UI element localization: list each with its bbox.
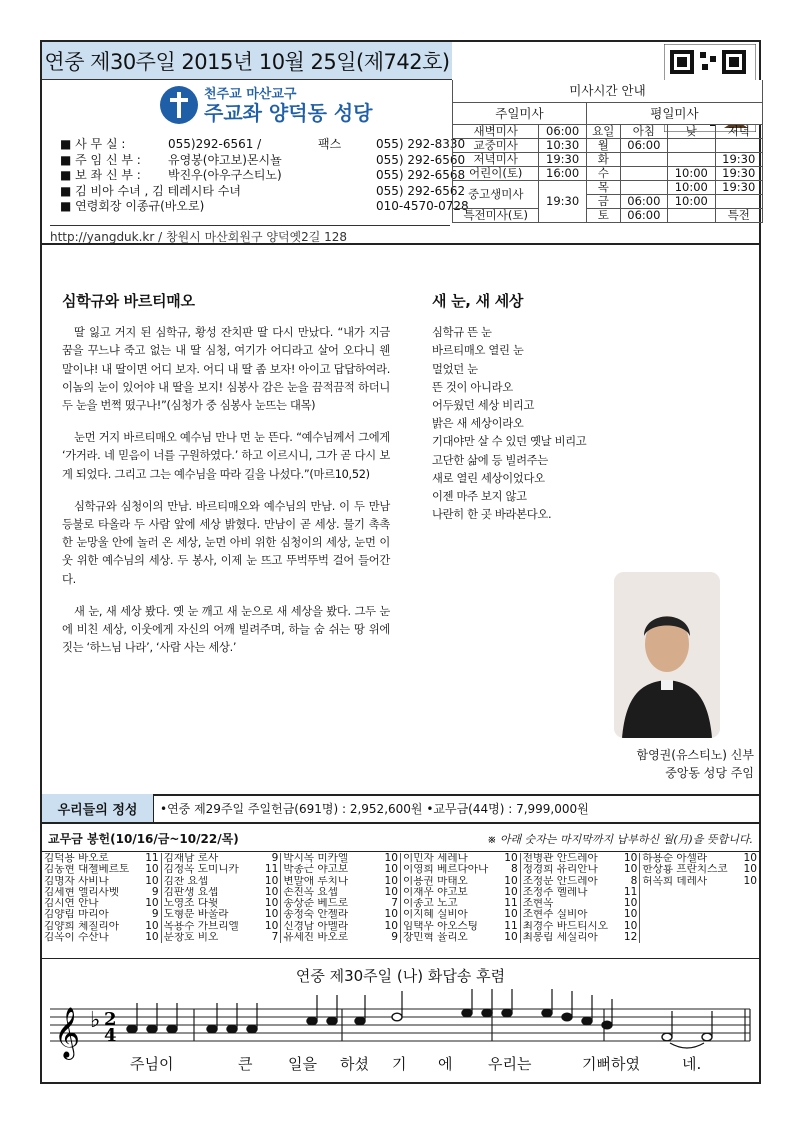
- dues-entry: [42, 898, 161, 909]
- dues-member: 신경남 아멜라: [283, 920, 349, 932]
- dues-member: 이영희 베르다아나: [403, 864, 489, 876]
- dues-entry: [42, 887, 161, 898]
- weekday-time: 06:00: [620, 138, 667, 152]
- sunday-mass-header: 주일미사: [453, 102, 587, 124]
- dues-member: 조정주 헬레나: [522, 886, 588, 898]
- poem-line: 나란히 한 곳 바라본다오.: [432, 508, 552, 522]
- weekday-time: 19:30: [715, 166, 762, 180]
- dues-entry: [401, 898, 520, 909]
- dues-month: 11: [623, 886, 638, 898]
- dues-member: 이용권 마태오: [403, 875, 468, 887]
- music-note: [247, 1025, 257, 1033]
- mass-schedule: [452, 80, 763, 223]
- dues-member: 손진옥 요셉: [283, 886, 338, 898]
- music-note: [307, 1017, 317, 1025]
- dues-entry: [42, 932, 161, 943]
- offering-bar: [42, 794, 759, 824]
- dues-month: 10: [623, 853, 638, 864]
- weekday-time: 10:00: [668, 180, 715, 194]
- dues-member: 조현옥: [522, 898, 554, 910]
- dues-entry: [401, 932, 520, 943]
- dues-entry: [401, 864, 520, 875]
- dues-month: 10: [623, 898, 638, 910]
- music-note: [147, 1025, 157, 1033]
- dues-entry: [521, 853, 640, 864]
- dues-entry: [521, 864, 640, 875]
- tie-icon: [670, 1043, 704, 1048]
- dues-member: 장민혁 율리오: [403, 932, 468, 944]
- weekday: 목: [586, 180, 620, 194]
- author-role: 중앙동 성당 주임: [665, 766, 754, 780]
- dues-entry: [640, 864, 759, 875]
- mass-name: 특전미사(토): [453, 208, 539, 222]
- bulletin-title: 연중 제30주일 2015년 10월 25일(제742호): [42, 42, 452, 80]
- weekday-time: 10:00: [668, 194, 715, 208]
- time-signature-top: 2: [104, 1009, 117, 1030]
- lyric-word: 기뻐하였: [582, 1055, 640, 1073]
- dues-month: 10: [264, 875, 279, 887]
- dues-member: 도형분 바울라: [163, 909, 229, 921]
- dues-month: 11: [145, 853, 159, 864]
- dues-month: 10: [384, 920, 399, 932]
- lyric-word: 주님이: [130, 1055, 174, 1073]
- dues-member: 조현주 실비아: [522, 909, 588, 921]
- contact-list: [60, 137, 469, 215]
- dues-member: 김재남 로사: [163, 853, 219, 864]
- contact-row: [60, 153, 469, 169]
- dues-entry: [640, 909, 759, 920]
- dues-column: [281, 853, 401, 943]
- header-divider: [42, 243, 759, 245]
- dues-entry: [521, 921, 640, 932]
- mass-schedule-title: 미사시간 안내: [453, 80, 763, 102]
- article-poem: [432, 292, 732, 524]
- poem-line: 기대야만 살 수 있던 옛날 비리고: [432, 435, 587, 449]
- contact-label: ■ 김 비아 수녀 , 김 테레시타 수녀: [60, 183, 241, 198]
- psalm-title: 연중 제30주일 (나) 화답송 후렴: [295, 967, 506, 985]
- contact-phone: 055) 292-6568: [376, 168, 466, 183]
- dues-entry: [162, 932, 281, 943]
- music-note: [327, 1017, 337, 1025]
- parish-address[interactable]: http://yangduk.kr / 창원시 마산회원구 양덕옛2길 128: [50, 225, 450, 245]
- poem-line: 새로 열린 세상이었다오: [432, 471, 545, 485]
- mass-time: 19:30: [539, 180, 586, 222]
- mass-name: 중고생미사: [453, 180, 539, 208]
- dues-month: 10: [384, 909, 399, 921]
- dues-month: 11: [264, 864, 279, 876]
- dues-month: 10: [743, 875, 758, 887]
- mass-name: 어린이(토): [453, 166, 539, 180]
- contact-label: ■ 사 무 실 :: [60, 137, 126, 151]
- dues-month: 10: [743, 864, 758, 876]
- dues-member: 이종고 노고: [403, 898, 458, 910]
- poem-line: 고단한 삶에 등 빌려주는: [432, 453, 549, 467]
- dues-entry: [521, 932, 640, 943]
- poem-line: 멀었던 눈: [432, 362, 478, 376]
- dues-month: 11: [504, 920, 518, 932]
- weekday-time: [715, 194, 762, 208]
- music-note: [392, 1013, 402, 1021]
- fax-value: 055) 292-8330: [376, 137, 466, 151]
- lyric-word: 기: [392, 1055, 407, 1073]
- dues-entry: [42, 864, 161, 875]
- dues-member: 변말애 루치나: [283, 875, 349, 887]
- dues-entry: [281, 864, 400, 875]
- lyric-word: 일을: [288, 1055, 317, 1073]
- dues-month: 8: [510, 864, 518, 876]
- dues-month: 9: [391, 932, 399, 944]
- dues-month: 10: [264, 909, 279, 921]
- dues-month: 7: [271, 932, 279, 944]
- dues-entry: [640, 898, 759, 909]
- weekday-time: 19:30: [715, 152, 762, 166]
- dues-month: 10: [384, 875, 399, 887]
- weekday-time: [620, 180, 667, 194]
- time-signature-bottom: 4: [104, 1025, 117, 1046]
- dues-member: 김덕용 바오로: [44, 853, 109, 864]
- weekday-time: [620, 152, 667, 166]
- dues-month: 10: [145, 898, 159, 910]
- weekday: 토: [586, 208, 620, 222]
- dues-month: 10: [623, 864, 638, 876]
- dues-entry: [162, 887, 281, 898]
- dues-entry: [281, 853, 400, 864]
- parish-logo: [160, 86, 373, 124]
- dues-month: 10: [743, 853, 758, 864]
- dues-entry: [281, 898, 400, 909]
- weekday-mass-header: 평일미사: [586, 102, 762, 124]
- week-head: 저녁: [715, 124, 762, 138]
- dues-member: 김양희 체칠리아: [44, 920, 120, 932]
- dues-entry: [521, 876, 640, 887]
- mass-time: 19:30: [539, 152, 586, 166]
- poem-line: 심학규 뜬 눈: [432, 326, 492, 340]
- music-note: [502, 1009, 512, 1017]
- dues-note: ※ 아래 숫자는 마지막까지 납부하신 월(月)을 뜻합니다.: [487, 832, 753, 846]
- dues-column: [42, 853, 162, 943]
- dues-member: 최경수 바드티시오: [522, 920, 608, 932]
- dues-member: 전병관 안드레아: [522, 853, 598, 864]
- dues-entry: [401, 909, 520, 920]
- dues-month: 10: [145, 875, 159, 887]
- contact-phone: 055) 292-6562: [376, 183, 466, 198]
- dues-entry: [640, 853, 759, 864]
- lyric-word: 큰: [238, 1055, 253, 1073]
- dues-entry: [521, 909, 640, 920]
- dues-month: 8: [630, 875, 638, 887]
- dues-member: 이민자 세레나: [403, 853, 468, 864]
- week-head: 낮: [668, 124, 715, 138]
- article-paragraph: 딸 잃고 거지 된 심학규, 황성 잔치판 딸 다시 만났다. “내가 지금 꿈을 꾸느냐 죽고 없는 내 딸 심청, 여기가 어디라고 살어 오다니 웬 말이냐! 내 딸이면 어디 보자. 어디 내 딸 좀 보자! 아이고 답답하여라. 이놈의 눈이 있어야 내 딸을 보지! 심봉사 감은 눈을 끔적끔적 하더니 두 눈을 번쩍 떴구나!”(심청가 중 심봉사 눈뜨는 대목): [62, 326, 390, 413]
- dues-entry: [401, 921, 520, 932]
- dues-month: 10: [264, 886, 279, 898]
- music-note: [355, 1017, 365, 1025]
- dues-month: 7: [391, 898, 399, 910]
- dues-month: 10: [623, 909, 638, 921]
- weekday-time: [668, 152, 715, 166]
- dues-entry: [281, 909, 400, 920]
- dues-member: 박종근 야고보: [283, 864, 349, 876]
- music-note: [582, 1017, 592, 1025]
- dues-entry: [162, 876, 281, 887]
- dues-member: 허옥희 데레사: [642, 875, 708, 887]
- dues-member: 한상룡 프란치스코: [642, 864, 728, 876]
- dues-month: 10: [504, 909, 518, 921]
- dues-member: 이재우 야고보: [403, 886, 468, 898]
- contact-row: [60, 184, 469, 200]
- weekday: 화: [586, 152, 620, 166]
- dues-member: 김동현 대젤베르토: [44, 864, 130, 876]
- dues-month: 10: [504, 932, 518, 944]
- weekday-time: [620, 166, 667, 180]
- music-note: [482, 1009, 492, 1017]
- weekday: 수: [586, 166, 620, 180]
- parish-name: 주교좌 양덕동 성당: [204, 100, 373, 125]
- dues-month: 10: [145, 932, 159, 944]
- dues-member: 김판생 요셉: [163, 886, 219, 898]
- dues-entry: [640, 876, 759, 887]
- dues-member: 임택우 아오스팅: [403, 920, 479, 932]
- offering-label: 우리들의 정성: [42, 794, 154, 822]
- music-note: [662, 1033, 672, 1041]
- article-paragraph: 눈먼 거지 바르티매오 예수님 만나 먼 눈 뜬다. “예수님께서 그에게 ‘가거라. 네 믿음이 너를 구원하였다.’ 하고 이르시니, 그가 곧 다시 보게 되었다. 그리고 그는 예수님을 따라 길을 나섰다.”(마르10,52): [62, 431, 390, 481]
- contact-label: ■ 연령회장 이종규(바오로): [60, 199, 205, 214]
- dues-member: 김명자 사비나: [44, 875, 109, 887]
- dues-entry: [640, 932, 759, 943]
- treble-clef-icon: 𝄞: [54, 1007, 81, 1058]
- lyric-word: 에: [438, 1055, 453, 1073]
- dues-month: 11: [504, 898, 518, 910]
- dues-member: 이지혜 실비아: [403, 909, 468, 921]
- dues-entry: [162, 864, 281, 875]
- weekday-time: [715, 138, 762, 152]
- psalm-section: [42, 958, 759, 1084]
- dues-entry: [162, 898, 281, 909]
- dues-member: 조정문 안드레아: [522, 875, 598, 887]
- dues-member: 송정숙 안젤라: [283, 909, 349, 921]
- dues-month: 10: [264, 920, 279, 932]
- dues-entry: [521, 887, 640, 898]
- fax-label: 팩스: [318, 137, 342, 151]
- dues-month: 10: [504, 875, 518, 887]
- dues-member: 정경희 유리안나: [522, 864, 598, 876]
- mass-name: 새벽미사: [453, 124, 539, 138]
- dues-entry: [640, 921, 759, 932]
- dues-entry: [281, 887, 400, 898]
- dues-member: 김정옥 도미니카: [163, 864, 239, 876]
- dues-entry: [401, 887, 520, 898]
- lyric-word: 네.: [682, 1055, 702, 1073]
- dues-header: [42, 826, 759, 852]
- dues-month: 10: [264, 898, 279, 910]
- author-name: 함영권(유스티노) 신부: [636, 748, 754, 762]
- dues-month: 10: [384, 864, 399, 876]
- dues-member: 노영조 다윗: [163, 898, 219, 910]
- article-title: 심학규와 바르티매오: [62, 292, 195, 310]
- music-note: [227, 1025, 237, 1033]
- dues-entry: [42, 909, 161, 920]
- weekday-time: 06:00: [620, 194, 667, 208]
- weekday: 금: [586, 194, 620, 208]
- dues-entry: [401, 876, 520, 887]
- contact-row: [60, 137, 469, 153]
- priest-photo: [614, 572, 720, 738]
- dues-name-table: [42, 853, 759, 943]
- music-note: [562, 1013, 572, 1021]
- dues-month: 9: [151, 886, 159, 898]
- mass-name: 교중미사: [453, 138, 539, 152]
- dues-column: [640, 853, 759, 943]
- dues-title: 교무금 봉헌(10/16/금~10/22/목): [48, 832, 239, 846]
- lyric-word: 우리는: [488, 1055, 532, 1073]
- article-paragraph: 새 눈, 새 세상 봤다. 옛 눈 깨고 새 눈으로 새 세상을 봤다. 그두 눈에 비친 세상, 이웃에게 자신의 어깨 빌려주며, 하늘 숨 쉬는 땅 위에 짓는 ‘하느님 나라’, ‘사람 사는 세상.’: [62, 604, 390, 655]
- dues-month: 12: [623, 932, 638, 944]
- dues-month: 10: [384, 886, 399, 898]
- mass-time: 16:00: [539, 166, 586, 180]
- week-head: 아침: [620, 124, 667, 138]
- contact-row: [60, 168, 469, 184]
- dues-member: 목용수 가브리엘: [163, 920, 239, 932]
- dues-month: 10: [145, 864, 159, 876]
- dues-entry: [281, 876, 400, 887]
- music-note: [702, 1033, 712, 1041]
- dues-entry: [42, 921, 161, 932]
- contact-row: [60, 199, 469, 215]
- mass-time: 10:30: [539, 138, 586, 152]
- author-caption: [594, 746, 754, 782]
- dues-member: 유세진 바오로: [283, 932, 349, 944]
- weekday-time: 특전: [715, 208, 762, 222]
- dues-entry: [42, 853, 161, 864]
- lyric-word: 하셨: [340, 1055, 369, 1073]
- poem-line: 뜬 것이 아니라오: [432, 380, 513, 394]
- weekday-time: 10:00: [668, 166, 715, 180]
- dues-member: 문창호 비오: [163, 932, 219, 944]
- dues-entry: [640, 887, 759, 898]
- contact-label: ■ 주 임 신 부 :: [60, 152, 141, 167]
- music-note: [602, 1021, 612, 1029]
- dues-column: [162, 853, 282, 943]
- dues-member: 김세현 엘리사벳: [44, 886, 120, 898]
- dues-month: 10: [504, 853, 518, 864]
- dues-member: 박시목 미카엘: [283, 853, 349, 864]
- weekday-time: 06:00: [620, 208, 667, 222]
- bulletin-frame: [40, 40, 761, 1084]
- contact-value: 유영봉(야고보)몬시뇰: [168, 152, 282, 167]
- weekday-time: [668, 138, 715, 152]
- weekday-time: [668, 208, 715, 222]
- dues-entry: [42, 876, 161, 887]
- dues-month: 9: [151, 909, 159, 921]
- dues-entry: [401, 853, 520, 864]
- dues-member: 하용순 아셀라: [642, 853, 708, 864]
- dues-month: 9: [271, 853, 279, 864]
- contact-value: 055)292-6561 /: [168, 137, 262, 151]
- weekday-time: 19:30: [715, 180, 762, 194]
- article-left: [62, 292, 390, 671]
- flat-sign-icon: ♭: [90, 1008, 101, 1033]
- contact-label: ■ 보 좌 신 부 :: [60, 168, 141, 183]
- dues-month: 10: [145, 920, 159, 932]
- poem-line: 밝은 새 세상이라오: [432, 417, 524, 431]
- music-note: [207, 1025, 217, 1033]
- music-note: [127, 1025, 137, 1033]
- contact-phone: 055) 292-6560: [376, 152, 466, 167]
- weekday: 월: [586, 138, 620, 152]
- music-note: [542, 1009, 552, 1017]
- dues-month: 10: [504, 886, 518, 898]
- poem-line: 이젠 마주 보지 않고: [432, 489, 527, 503]
- cross-logo-icon: [160, 86, 198, 124]
- dues-member: 김양림 마리아: [44, 909, 109, 921]
- dues-entry: [162, 909, 281, 920]
- mass-time: 06:00: [539, 124, 586, 138]
- dues-column: [401, 853, 521, 943]
- dues-member: 김옥이 수산나: [44, 932, 109, 944]
- music-note: [462, 1009, 472, 1017]
- dues-member: 최봉림 세실리아: [522, 932, 598, 944]
- poem-line: 어두웠던 세상 비리고: [432, 398, 535, 412]
- dues-entry: [162, 853, 281, 864]
- diocese-name: 천주교 마산교구: [204, 86, 297, 102]
- dues-entry: [521, 898, 640, 909]
- dues-member: 송상준 베드로: [283, 898, 349, 910]
- dues-member: 김시연 안나: [44, 898, 99, 910]
- dues-member: 김찬 요셉: [163, 875, 208, 887]
- offering-text: •연중 제29주일 주일헌금(691명) : 2,952,600원 •교무금(44명) : 7,999,000원: [160, 801, 589, 816]
- dues-month: 10: [623, 920, 638, 932]
- contact-value: 박진우(아우구스티노): [168, 168, 282, 183]
- article-paragraph: 심학규와 심청이의 만남. 바르티매오와 예수님의 만남. 이 두 만남 등불로 타올라 두 사람 앞에 세상 밝혔다. 만남이 곧 세상. 물기 촉촉한 눈망울 안에 놀러 온 세상, 눈먼 아비 위한 심청이의 세상, 눈먼 이웃 위한 예수님의 세상. 두 봉사, 이제 눈 뜨고 뚜벅뚜벅 걸어 들어간다.: [62, 499, 390, 586]
- dues-entry: [281, 921, 400, 932]
- dues-entry: [162, 921, 281, 932]
- mass-name: 저녁미사: [453, 152, 539, 166]
- music-note: [167, 1025, 177, 1033]
- poem-title: 새 눈, 새 세상: [432, 292, 524, 310]
- dues-column: [521, 853, 641, 943]
- week-head: 요일: [586, 124, 620, 138]
- contact-phone: 010-4570-0728: [376, 199, 469, 214]
- dues-entry: [281, 932, 400, 943]
- poem-line: 바르티매오 열린 눈: [432, 344, 524, 358]
- dues-month: 10: [384, 853, 399, 864]
